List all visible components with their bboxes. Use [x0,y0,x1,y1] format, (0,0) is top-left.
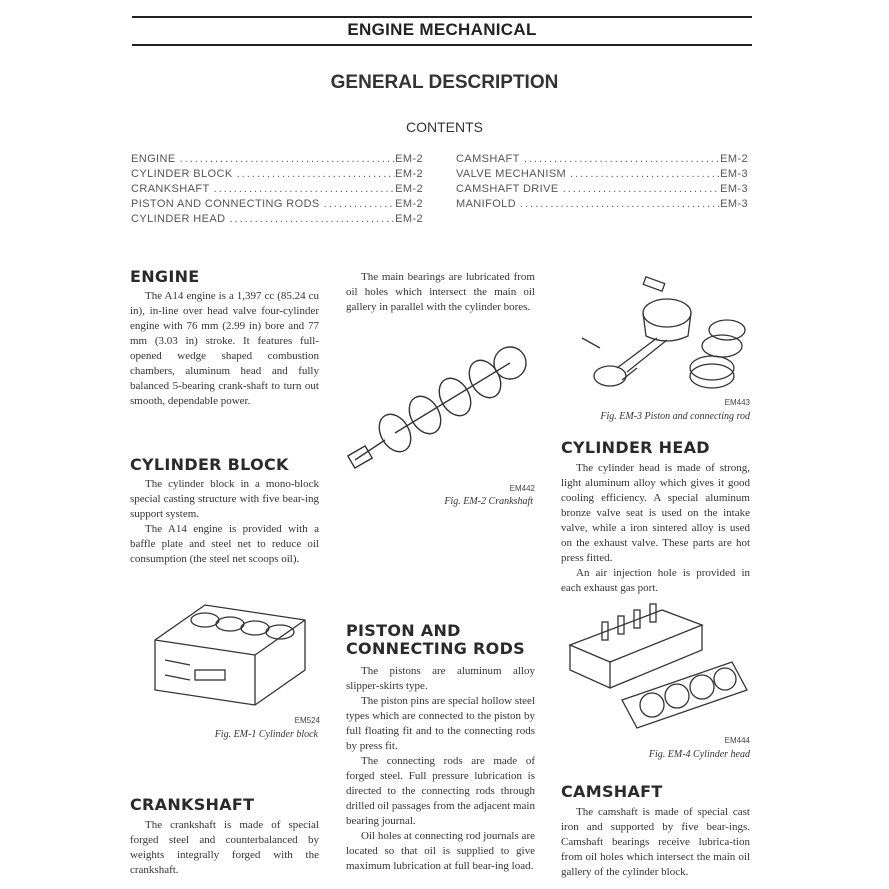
toc-label: CYLINDER HEAD [131,213,226,225]
paragraph: Oil holes at connecting rod journals are located so that oil is supplied to give maximum lubrication at full bear-ing load. [346,830,535,872]
paragraph: The cylinder head is made of strong, light aluminum alloy which gives it good cooling efficiency. A special aluminum bronze valve seat is used on the intake valve, while a iron sintered alloy is used on the exhaust valve. These parts are hot press fitted. [561,462,750,564]
toc-dots [559,182,721,197]
contents-heading: CONTENTS [406,119,483,135]
header-rule-bottom [132,44,752,46]
toc-dots [210,182,396,197]
toc-label: CAMSHAFT DRIVE [456,183,559,195]
figure-code: EM442 [509,484,535,493]
toc-dots [225,212,395,227]
piston-heading-line2: CONNECTING RODS [346,639,525,658]
toc-label: VALVE MECHANISM [456,168,567,180]
engine-heading: ENGINE [130,267,200,286]
cylinder-head-text [561,461,750,596]
paragraph: The main bearings are lubricated from oil holes which intersect the main oil gallery in parallel with the cylinder bores. [346,271,535,313]
toc-label: ENGINE [131,153,176,165]
camshaft-heading: CAMSHAFT [561,782,663,801]
section-header: ENGINE MECHANICAL [347,20,537,39]
figure-code: EM444 [724,736,750,745]
camshaft-text [561,805,750,880]
toc-entry[interactable] [131,182,423,197]
toc-dots [516,197,720,212]
paragraph: The A14 engine is a 1,397 cc (85.24 cu in), in-line over head valve four-cylinder engine with 76 mm (2.99 in) bore and 77 mm (3.03 in) stroke. It features full-opened wedge shaped combustion chambers, aluminum head and fully balanced 5-bearing crank-shaft to turn out smooth, dependable power. [130,290,319,407]
cylinder-head-illustration [562,600,752,735]
paragraph: The pistons are aluminum alloy slipper-skirts type. [346,665,535,692]
toc-label: MANIFOLD [456,198,517,210]
cylinder-block-illustration [135,590,315,715]
toc-page: EM-2 [395,198,423,210]
cylinder-head-heading: CYLINDER HEAD [561,438,710,457]
toc-dots [520,152,720,167]
paragraph: The A14 engine is provided with a baffle plate and steel net to reduce oil consumption (the steel net scoops oil). [130,523,319,565]
paragraph: The crankshaft is made of special forged steel and counterbalanced by weights integrally forged with the crankshaft. [130,819,319,876]
toc-page: EM-3 [720,168,748,180]
figure-caption: Fig. EM-1 Cylinder block [214,729,318,740]
main-bearings-text [346,270,535,315]
cylinder-block-text [130,477,319,567]
toc-entry[interactable] [456,167,748,182]
toc-page: EM-2 [720,153,748,165]
page-title: GENERAL DESCRIPTION [330,72,559,93]
figure-code: EM443 [724,398,750,407]
crankshaft-illustration [345,335,535,475]
piston-connecting-rod-illustration [562,268,752,398]
piston-text [346,664,535,874]
toc-page: EM-2 [395,213,423,225]
toc-dots [176,152,396,167]
toc-page: EM-3 [720,198,748,210]
toc-label: CRANKSHAFT [131,183,210,195]
toc-page: EM-3 [720,183,748,195]
toc-entry[interactable] [131,152,423,167]
toc-dots [320,197,395,212]
toc-dots [566,167,720,182]
figure-caption: Fig. EM-2 Crankshaft [444,496,533,507]
toc-entry[interactable] [131,212,423,227]
cylinder-block-heading: CYLINDER BLOCK [130,455,289,474]
crankshaft-heading: CRANKSHAFT [130,795,255,814]
toc-label: CAMSHAFT [456,153,520,165]
crankshaft-text [130,818,319,878]
toc-label: CYLINDER BLOCK [131,168,233,180]
toc-page: EM-2 [395,183,423,195]
toc-entry[interactable] [131,197,423,212]
toc-entry[interactable] [456,197,748,212]
piston-heading-line1: PISTON AND [346,621,461,640]
paragraph: The connecting rods are made of forged steel. Full pressure lubrication is directed to the connecting rods through drilled oil passages from the adjacent main bearing journal. [346,755,535,827]
toc-label: PISTON AND CONNECTING RODS [131,198,320,210]
toc-dots [233,167,396,182]
engine-text [130,289,319,409]
figure-caption: Fig. EM-3 Piston and connecting rod [600,411,750,422]
toc-page: EM-2 [395,153,423,165]
header-rule-top [132,16,752,18]
paragraph: An air injection hole is provided in each exhaust gas port. [561,567,750,594]
toc-right [456,152,748,212]
toc-left [131,152,423,227]
toc-page: EM-2 [395,168,423,180]
paragraph: The piston pins are special hollow steel types which are connected to the piston by full floating fit and to the connecting rods by press fit. [346,695,535,752]
figure-code: EM524 [294,716,320,725]
paragraph: The cylinder block in a mono-block special casting structure with five bear-ing support system. [130,478,319,520]
figure-caption: Fig. EM-4 Cylinder head [648,749,750,760]
paragraph: The camshaft is made of special cast iron and supported by five bear-ings. Camshaft bearings receive lubrica-tion from oil holes which intersect the main oil gallery of the cylinder block. [561,806,750,878]
toc-entry[interactable] [456,152,748,167]
toc-entry[interactable] [456,182,748,197]
toc-entry[interactable] [131,167,423,182]
